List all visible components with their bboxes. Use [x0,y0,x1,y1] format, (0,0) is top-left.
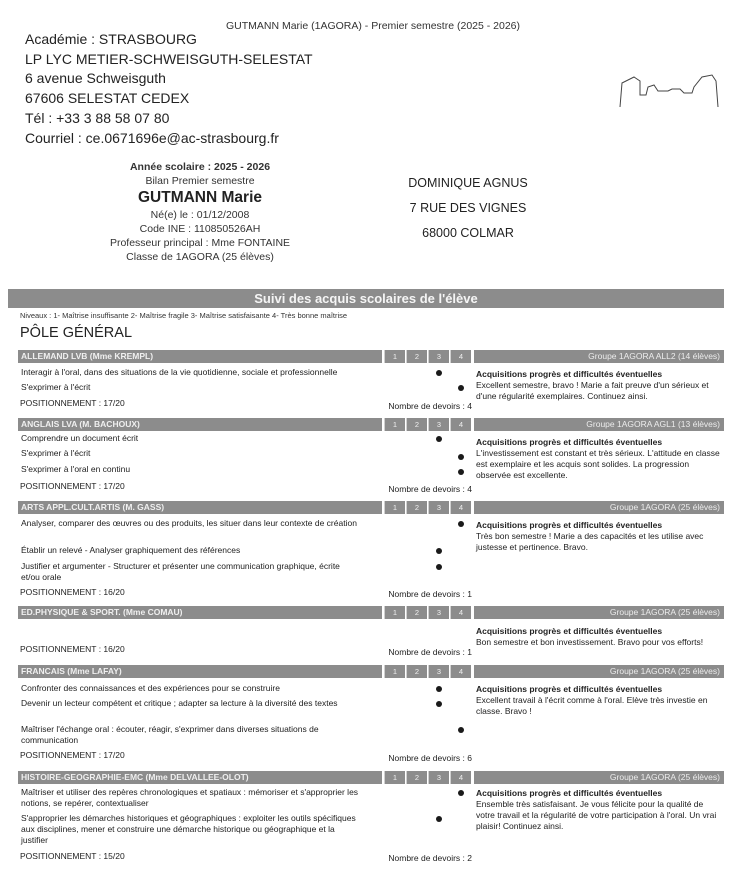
school-city: 67606 SELESTAT CEDEX [25,90,190,107]
subject-histoire-geo [18,771,724,867]
nombre-devoirs: Nombre de devoirs : 1 [388,647,472,657]
subject-header [18,501,724,514]
school-email: Courriel : ce.0671696e@ac-strasbourg.fr [25,129,279,146]
criterion: Établir un relevé - Analyser graphiquement des références [21,545,241,555]
level-dot-3 [436,370,442,376]
criterion: Analyser, comparer des œuvres ou des produits, les situer dans leur contexte de création [21,518,357,528]
subject-group: Groupe 1AGORA (25 élèves) [474,606,724,619]
comment-title: Acquisitions progrès et difficultés éventuelles [476,684,663,694]
comment-block [476,437,721,481]
school-phone: Tél : +33 3 88 58 07 80 [25,109,170,126]
level-header-4: 4 [450,606,471,619]
comment-text: Excellent semestre, bravo ! Marie a fait preuve d'un sérieux et d'une régularité exemplaires. Continuez ainsi. [476,380,709,401]
subject-name: ARTS APPL.CULT.ARTIS (M. GASS) [18,501,382,514]
level-header-1: 1 [384,350,405,363]
positionnement: POSITIONNEMENT : 17/20 [20,398,125,408]
comment-block [476,788,721,832]
level-dot-3 [436,564,442,570]
subject-name: HISTOIRE-GEOGRAPHIE-EMC (Mme DELVALLEE-OLOT) [18,771,382,784]
criterion: S'exprimer à l'écrit [21,448,91,458]
nombre-devoirs: Nombre de devoirs : 4 [388,484,472,494]
student-name: GUTMANN Marie [137,189,262,206]
subject-anglais [18,418,724,496]
criterion: S'approprier les démarches historiques et géographiques : exploiter les outils spécifiques aux disciplines, mener et construire une démarche historique ou géographique et la justifier [21,813,356,845]
main-teacher: Professeur principal : Mme FONTAINE [109,237,291,249]
level-header-2: 2 [406,501,427,514]
comment-block [476,369,721,402]
nombre-devoirs: Nombre de devoirs : 2 [388,853,472,863]
comment-text: Très bon semestre ! Marie a des capacités et les utilise avec justesse et pertinence. Bravo. [476,531,704,552]
level-header-2: 2 [406,771,427,784]
positionnement: POSITIONNEMENT : 15/20 [20,851,125,861]
positionnement: POSITIONNEMENT : 16/20 [20,644,125,654]
criterion: Confronter des connaissances et des expériences pour se construire [21,683,280,693]
recipient-city: 68000 COLMAR [422,226,514,240]
recipient-address [398,175,538,250]
level-dot-4 [458,454,464,460]
comment-block [476,684,721,717]
comment-text: L'investissement est constant et très sérieux. L'attitude en classe est exemplaire et les acquis sont solides. La progression observée est excellente. [476,448,720,480]
subject-arts [18,501,724,599]
subject-group: Groupe 1AGORA AGL1 (13 élèves) [474,418,724,431]
student-block [100,160,300,264]
nombre-devoirs: Nombre de devoirs : 6 [388,753,472,763]
level-dot-3 [436,816,442,822]
recipient-name: DOMINIQUE AGNUS [408,176,528,190]
comment-block [476,626,721,648]
academie: Académie : STRASBOURG [25,31,197,47]
positionnement: POSITIONNEMENT : 17/20 [20,750,125,760]
level-header-3: 3 [428,606,449,619]
criterion: Maîtriser l'échange oral : écouter, réagir, s'exprimer dans diverses situations de communication [21,724,319,745]
criterion: Maîtriser et utiliser des repères chronologiques et spatiaux : mémoriser et s'approprier les notions, se repérer, contextualiser [21,787,359,808]
comment-text: Ensemble très satisfaisant. Je vous félicite pour la qualité de votre travail et la régularité de votre participation à l'oral. Un vrai plaisir! Continuez ainsi. [476,799,717,831]
student-ine: Code INE : 110850526AH [139,223,261,235]
positionnement: POSITIONNEMENT : 17/20 [20,481,125,491]
level-dot-3 [436,436,442,442]
school-year: Année scolaire : 2025 - 2026 [129,161,271,173]
subject-name: FRANCAIS (Mme LAFAY) [18,665,382,678]
level-dot-4 [458,469,464,475]
subject-group: Groupe 1AGORA (25 élèves) [474,501,724,514]
level-header-1: 1 [384,606,405,619]
level-header-4: 4 [450,771,471,784]
level-dot-3 [436,548,442,554]
level-header-1: 1 [384,771,405,784]
subject-name: ALLEMAND LVB (Mme KREMPL) [18,350,382,363]
level-header-3: 3 [428,771,449,784]
level-header-3: 3 [428,350,449,363]
period: Bilan Premier semestre [145,175,255,187]
level-dot-4 [458,790,464,796]
level-dot-4 [458,727,464,733]
subject-header [18,771,724,784]
level-header-1: 1 [384,501,405,514]
school-address-block [25,30,313,148]
level-header-2: 2 [406,665,427,678]
subject-header [18,418,724,431]
level-dot-4 [458,385,464,391]
student-class: Classe de 1AGORA (25 élèves) [126,251,274,263]
school-name: LP LYC METIER-SCHWEISGUTH-SELESTAT [25,50,313,67]
comment-text: Bon semestre et bon investissement. Bravo pour vos efforts! [476,637,704,647]
level-header-3: 3 [428,418,449,431]
subject-name: ANGLAIS LVA (M. BACHOUX) [18,418,382,431]
comment-title: Acquisitions progrès et difficultés éventuelles [476,369,663,379]
criterion: Interagir à l'oral, dans des situations de la vie quotidienne, sociale et professionnelle [21,367,338,377]
nombre-devoirs: Nombre de devoirs : 4 [388,401,472,411]
pole-title: PÔLE GÉNÉRAL [20,325,133,341]
level-header-4: 4 [450,418,471,431]
level-header-4: 4 [450,501,471,514]
subject-header [18,606,724,619]
header-line: GUTMANN Marie (1AGORA) - Premier semestre (2025 - 2026) [225,20,521,32]
subject-header [18,350,724,363]
criterion: S'exprimer à l'oral en continu [21,464,131,474]
subject-header [18,665,724,678]
levels-legend: Niveaux : 1- Maîtrise insuffisante 2- Maîtrise fragile 3- Maîtrise satisfaisante 4- Très bonne maîtrise [20,311,348,320]
level-header-4: 4 [450,350,471,363]
subject-name: ED.PHYSIQUE & SPORT. (Mme COMAU) [18,606,382,619]
comment-title: Acquisitions progrès et difficultés éventuelles [476,437,663,447]
level-header-3: 3 [428,501,449,514]
school-logo-icon [618,73,723,109]
level-header-2: 2 [406,418,427,431]
comment-title: Acquisitions progrès et difficultés éventuelles [476,626,663,636]
level-dot-3 [436,701,442,707]
level-dot-4 [458,521,464,527]
criterion: Devenir un lecteur compétent et critique ; adapter sa lecture à la diversité des textes [21,698,338,708]
criterion: S'exprimer à l'écrit [21,382,91,392]
student-birth: Né(e) le : 01/12/2008 [150,209,250,221]
criterion: Justifier et argumenter - Structurer et présenter une communication graphique, écrite et/ou orale [21,561,340,582]
recipient-street: 7 RUE DES VIGNES [409,201,527,215]
subject-eps [18,606,724,658]
comment-title: Acquisitions progrès et difficultés éventuelles [476,520,663,530]
subject-group: Groupe 1AGORA ALL2 (14 élèves) [474,350,724,363]
level-header-3: 3 [428,665,449,678]
section-banner: Suivi des acquis scolaires de l'élève [8,289,724,308]
criterion: Comprendre un document écrit [21,433,139,443]
school-street: 6 avenue Schweisguth [25,70,166,87]
subject-allemand [18,350,724,412]
level-header-4: 4 [450,665,471,678]
level-header-2: 2 [406,606,427,619]
subject-francais [18,665,724,763]
nombre-devoirs: Nombre de devoirs : 1 [388,589,472,599]
comment-block [476,520,721,553]
subject-group: Groupe 1AGORA (25 élèves) [474,771,724,784]
level-header-1: 1 [384,418,405,431]
comment-text: Excellent travail à l'écrit comme à l'oral. Elève très investie en classe. Bravo ! [476,695,708,716]
level-dot-3 [436,686,442,692]
comment-title: Acquisitions progrès et difficultés éventuelles [476,788,663,798]
level-header-2: 2 [406,350,427,363]
level-header-1: 1 [384,665,405,678]
subject-group: Groupe 1AGORA (25 élèves) [474,665,724,678]
positionnement: POSITIONNEMENT : 16/20 [20,587,125,597]
